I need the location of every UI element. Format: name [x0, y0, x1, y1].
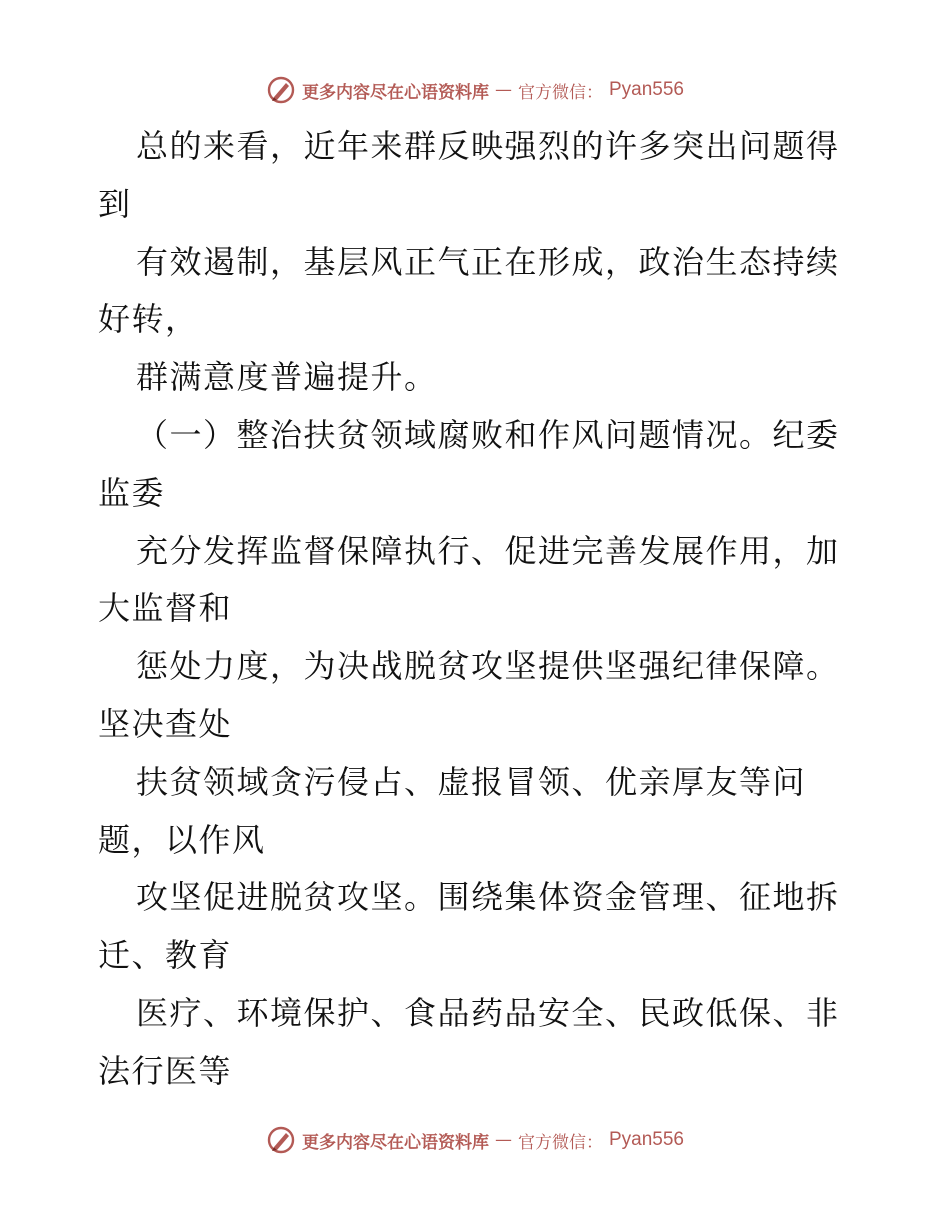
text-line: 坚决查处 — [98, 704, 233, 743]
text-line: 到 — [98, 184, 132, 223]
watermark-separator: — — [494, 1130, 512, 1150]
text-line: 有效遏制，基层风正气正在形成，政治生态持续 — [136, 242, 840, 281]
watermark-label: 官方微信： — [517, 82, 603, 103]
text-line: 群满意度普遍提升。 — [136, 358, 438, 397]
watermark-separator: — — [494, 80, 512, 100]
watermark-account: Pyan556 — [608, 79, 684, 100]
document-body — [98, 118, 858, 1101]
header-watermark — [0, 70, 950, 110]
pen-logo-icon — [266, 1125, 296, 1155]
text-line: （一）整治扶贫领域腐败和作风问题情况。纪委 — [136, 415, 840, 454]
watermark-site-text: 更多内容尽在心语资料库 — [301, 1132, 489, 1153]
text-line: 总的来看，近年来群反映强烈的许多突出问题得 — [136, 127, 840, 165]
text-line: 惩处力度，为决战脱贫攻坚提供坚强纪律保障。 — [136, 647, 840, 686]
text-line: 充分发挥监督保障执行、促进完善发展作用，加 — [136, 531, 840, 570]
text-line: 监委 — [98, 473, 166, 512]
footer-watermark — [0, 1120, 950, 1160]
text-line: 医疗、环境保护、食品药品安全、民政低保、非 — [136, 993, 840, 1032]
watermark-site-text: 更多内容尽在心语资料库 — [301, 82, 489, 103]
watermark-account: Pyan556 — [608, 1129, 684, 1150]
text-line: 大监督和 — [98, 589, 233, 628]
text-line: 题，以作风 — [98, 820, 266, 859]
text-line: 攻坚促进脱贫攻坚。围绕集体资金管理、征地拆 — [136, 878, 840, 917]
text-line: 迁、教育 — [98, 936, 233, 975]
watermark-label: 官方微信： — [517, 1132, 603, 1153]
text-line: 扶贫领域贪污侵占、虚报冒领、优亲厚友等问 — [136, 762, 807, 801]
text-line: 法行医等 — [98, 1051, 233, 1090]
pen-logo-icon — [266, 75, 296, 105]
text-line: 好转， — [98, 300, 199, 339]
